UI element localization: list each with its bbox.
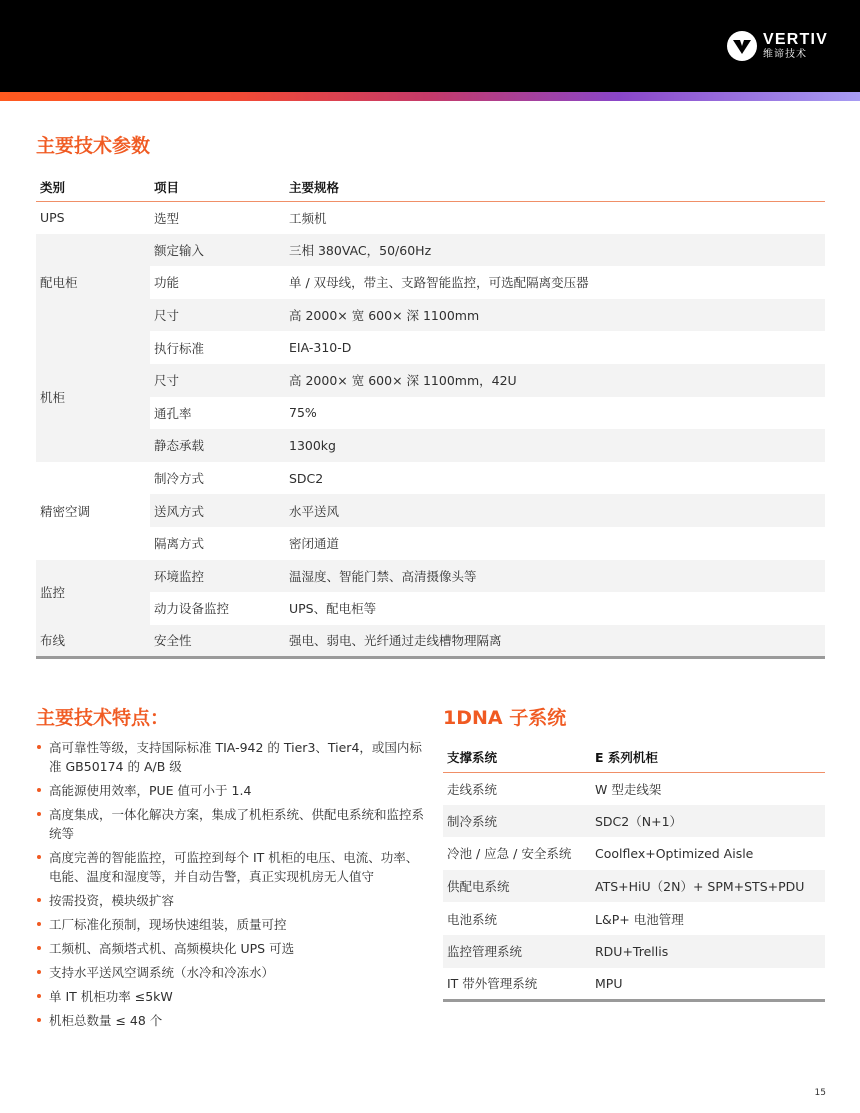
item-cell: 尺寸 xyxy=(150,364,285,397)
item-cell: 环境监控 xyxy=(150,560,285,593)
table-row xyxy=(36,234,825,267)
spec-cell: 1300kg xyxy=(285,429,825,462)
category-cell: 机柜 xyxy=(36,331,150,461)
table-row xyxy=(36,527,825,560)
system-cell: 冷池 / 应急 / 安全系统 xyxy=(447,846,572,862)
value-cell: MPU xyxy=(591,968,825,1001)
system-cell: 制冷系统 xyxy=(443,805,591,838)
item-cell: 隔离方式 xyxy=(154,536,205,552)
brand-name: VERTIV xyxy=(763,31,828,48)
category-cell: 布线 xyxy=(36,625,150,658)
table-row xyxy=(36,201,825,234)
subsystem-section-title: 1DNA 子系统 xyxy=(443,707,567,729)
table-row xyxy=(36,266,825,299)
list-item: 高度集成，一体化解决方案，集成了机柜系统、供配电系统和监控系统等 xyxy=(36,805,426,843)
table-row xyxy=(443,968,825,1001)
system-cell: IT 带外管理系统 xyxy=(443,968,591,1001)
spec-table xyxy=(36,173,825,659)
list-item: 按需投资，模块级扩容 xyxy=(36,891,426,910)
system-cell: 供配电系统 xyxy=(443,870,591,903)
spec-section-title: 主要技术参数 xyxy=(36,135,151,157)
item-cell: 送风方式 xyxy=(150,494,285,527)
system-cell: 电池系统 xyxy=(447,911,498,927)
vertiv-logo xyxy=(727,28,828,64)
item-cell: 尺寸 xyxy=(150,299,285,332)
table-row xyxy=(36,494,825,527)
value-cell: L&P+ 电池管理 xyxy=(595,911,684,927)
item-cell: 动力设备监控 xyxy=(154,601,230,617)
table-row xyxy=(36,429,825,462)
item-cell: 通孔率 xyxy=(154,405,192,421)
brand-name-cn: 维谛技术 xyxy=(763,49,807,60)
spec-cell: 75% xyxy=(289,405,317,421)
system-cell: 监控管理系统 xyxy=(443,935,591,968)
list-item: 高能源使用效率，PUE 值可小于 1.4 xyxy=(36,781,426,800)
spec-cell: 单 / 双母线，带主、支路智能监控，可选配隔离变压器 xyxy=(289,275,589,291)
table-row xyxy=(36,299,825,332)
category-cell: 监控 xyxy=(36,560,150,625)
list-item: 工频机、高频塔式机、高频模块化 UPS 可选 xyxy=(36,939,426,958)
table-row xyxy=(443,902,825,935)
spec-cell: EIA-310-D xyxy=(289,340,352,356)
list-item: 机柜总数量 ≤ 48 个 xyxy=(36,1011,426,1030)
system-cell: 走线系统 xyxy=(447,781,498,797)
spec-cell: 三相 380VAC，50/60Hz xyxy=(285,234,825,267)
spec-table-header xyxy=(36,173,825,201)
table-row xyxy=(443,805,825,838)
spec-cell: 温湿度、智能门禁、高清摄像头等 xyxy=(285,560,825,593)
spec-cell: 工频机 xyxy=(289,210,327,226)
table-row xyxy=(443,870,825,903)
table-row xyxy=(36,592,825,625)
column-header-category: 类别 xyxy=(36,173,150,201)
vertiv-logo-icon xyxy=(727,31,757,61)
item-cell: 功能 xyxy=(154,275,180,291)
table-row xyxy=(443,772,825,805)
table-row xyxy=(36,560,825,593)
table-row xyxy=(36,625,825,658)
features-section-title: 主要技术特点： xyxy=(36,707,170,729)
spec-cell: SDC2 xyxy=(289,470,324,486)
page-number: 15 xyxy=(814,1088,826,1098)
list-item: 工厂标准化预制，现场快速组装，质量可控 xyxy=(36,915,426,934)
item-cell: 静态承载 xyxy=(150,429,285,462)
subsystem-table-header xyxy=(443,742,825,772)
category-cell: 精密空调 xyxy=(36,462,150,560)
column-header-cabinet: E 系列机柜 xyxy=(591,742,825,772)
table-row xyxy=(443,837,825,870)
list-item: 高度完善的智能监控，可监控到每个 IT 机柜的电压、电流、功率、电能、温度和湿度等，并自动告警，真正实现机房无人值守 xyxy=(36,848,426,886)
item-cell: 执行标准 xyxy=(154,340,205,356)
features-list xyxy=(36,738,426,1035)
item-cell: 额定输入 xyxy=(150,234,285,267)
value-cell: Coolflex+Optimized Aisle xyxy=(595,845,754,861)
column-header-system: 支撑系统 xyxy=(443,742,591,772)
item-cell: 选型 xyxy=(154,210,180,226)
table-row xyxy=(443,935,825,968)
spec-cell: 强电、弱电、光纤通过走线槽物理隔离 xyxy=(285,625,825,658)
spec-cell: 高 2000× 宽 600× 深 1100mm，42U xyxy=(285,364,825,397)
column-header-spec: 主要规格 xyxy=(285,173,825,201)
spec-cell: 高 2000× 宽 600× 深 1100mm xyxy=(285,299,825,332)
list-item: 支持水平送风空调系统（水冷和冷冻水） xyxy=(36,963,426,982)
table-row xyxy=(36,462,825,495)
table-row xyxy=(36,397,825,430)
item-cell: 制冷方式 xyxy=(154,471,205,487)
spec-cell: UPS、配电柜等 xyxy=(289,601,377,617)
category-cell: 配电柜 xyxy=(36,234,150,332)
column-header-item: 项目 xyxy=(150,173,285,201)
table-row xyxy=(36,331,825,364)
list-item: 单 IT 机柜功率 ≤5kW xyxy=(36,987,426,1006)
table-row xyxy=(36,364,825,397)
value-cell: RDU+Trellis xyxy=(591,935,825,968)
item-cell: 安全性 xyxy=(150,625,285,658)
header-gradient-stripe xyxy=(0,92,860,101)
spec-cell: 水平送风 xyxy=(285,494,825,527)
category-cell: UPS xyxy=(36,201,150,234)
value-cell: SDC2（N+1） xyxy=(591,805,825,838)
spec-cell: 密闭通道 xyxy=(289,536,340,552)
list-item: 高可靠性等级，支持国际标准 TIA-942 的 Tier3、Tier4，或国内标准 GB50174 的 A/B 级 xyxy=(36,738,426,776)
value-cell: ATS+HiU（2N）+ SPM+STS+PDU xyxy=(591,870,825,903)
subsystem-table xyxy=(443,742,825,1002)
value-cell: W 型走线架 xyxy=(595,781,662,797)
